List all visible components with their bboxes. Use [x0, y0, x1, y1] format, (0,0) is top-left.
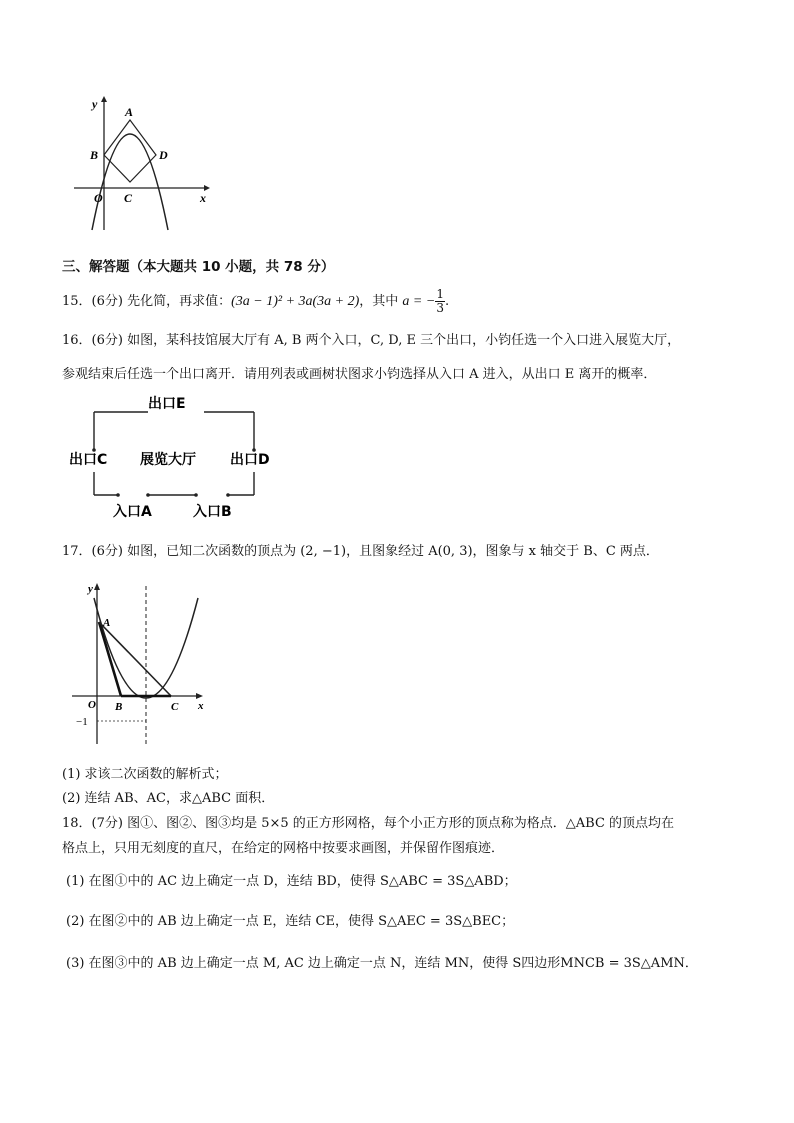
label-A: A — [125, 105, 134, 119]
label-O: O — [88, 699, 96, 711]
q16-line1: 16．(6分) 如图，某科技馆展大厅有 A, B 两个入口，C, D, E 三个出口，小钧任选一个入口进入展览大厅， — [62, 333, 681, 348]
label-x: x — [200, 191, 206, 205]
label-y: y — [88, 583, 93, 595]
q18-sub1: (1) 在图①中的 AC 边上确定一点 D，连结 BD，使得 S△ABC = 3S△ABD； — [66, 874, 517, 889]
y-axis-arrow — [101, 96, 107, 102]
label-hall: 展览大厅 — [140, 452, 196, 468]
q15-prefix: 15．(6分) 先化简，再求值： — [62, 294, 232, 309]
q16-line2: 参观结束后任选一个出口离开．请用列表或画树状图求小钧选择从入口 A 进入，从出口 E 离开的概率． — [62, 367, 657, 382]
label-O: O — [94, 191, 103, 205]
label-exit-e: 出口E — [148, 396, 186, 412]
label-entry-a: 入口A — [113, 504, 152, 520]
q15-end: . — [444, 294, 450, 309]
question-15 — [62, 288, 449, 315]
label-B: B — [115, 701, 123, 713]
q18-sub2: (2) 在图②中的 AB 边上确定一点 E，连结 CE，使得 S△AEC = 3S△BEC； — [66, 914, 515, 929]
q18-sub3: (3) 在图③中的 AB 边上确定一点 M, AC 边上确定一点 N，连结 MN，使得 S四边形MNCB = 3S△AMN． — [66, 956, 698, 971]
q15-mid: ，其中 — [359, 294, 403, 309]
section-heading: 三、解答题（本大题共 10 小题，共 78 分） — [62, 259, 335, 275]
rhombus-abcd — [104, 120, 156, 182]
label-C: C — [171, 701, 179, 713]
q17-line1: 17．(6分) 如图，已知二次函数的顶点为 (2, −1)，且图象经过 A(0, 3)，图象与 x 轴交于 B、C 两点． — [62, 544, 659, 559]
q15-avar: a = − — [402, 294, 436, 309]
label-exit-d: 出口D — [230, 452, 270, 468]
q15-expression: (3a − 1)² + 3a(3a + 2) — [231, 294, 360, 309]
label-exit-c: 出口C — [69, 452, 108, 468]
q15-fraction: $\frac{1}{3}$ — [436, 287, 444, 315]
label-y: y — [92, 97, 98, 111]
label-entry-b: 入口B — [193, 504, 232, 520]
figure-parabola-rhombus — [70, 90, 220, 235]
label-minus1: −1 — [76, 716, 88, 728]
label-D: D — [159, 148, 168, 162]
figure-quadratic-abc — [70, 578, 220, 748]
parabola-curve — [94, 598, 198, 698]
label-B: B — [90, 148, 99, 162]
q17-sub2: (2) 连结 AB、AC，求△ABC 面积． — [62, 791, 275, 806]
label-C: C — [124, 191, 133, 205]
label-x: x — [198, 700, 204, 712]
label-A: A — [103, 617, 111, 629]
exhibition-hall-diagram — [68, 392, 283, 522]
q18-line1: 18．(7分) 图①、图②、图③均是 5×5 的正方形网格，每个小正方形的顶点称为格点．△ABC 的顶点均在 — [62, 816, 675, 831]
q18-line2: 格点上，只用无刻度的直尺，在给定的网格中按要求画图，并保留作图痕迹． — [62, 841, 505, 856]
q17-sub1: (1) 求该二次函数的解析式； — [62, 767, 228, 782]
